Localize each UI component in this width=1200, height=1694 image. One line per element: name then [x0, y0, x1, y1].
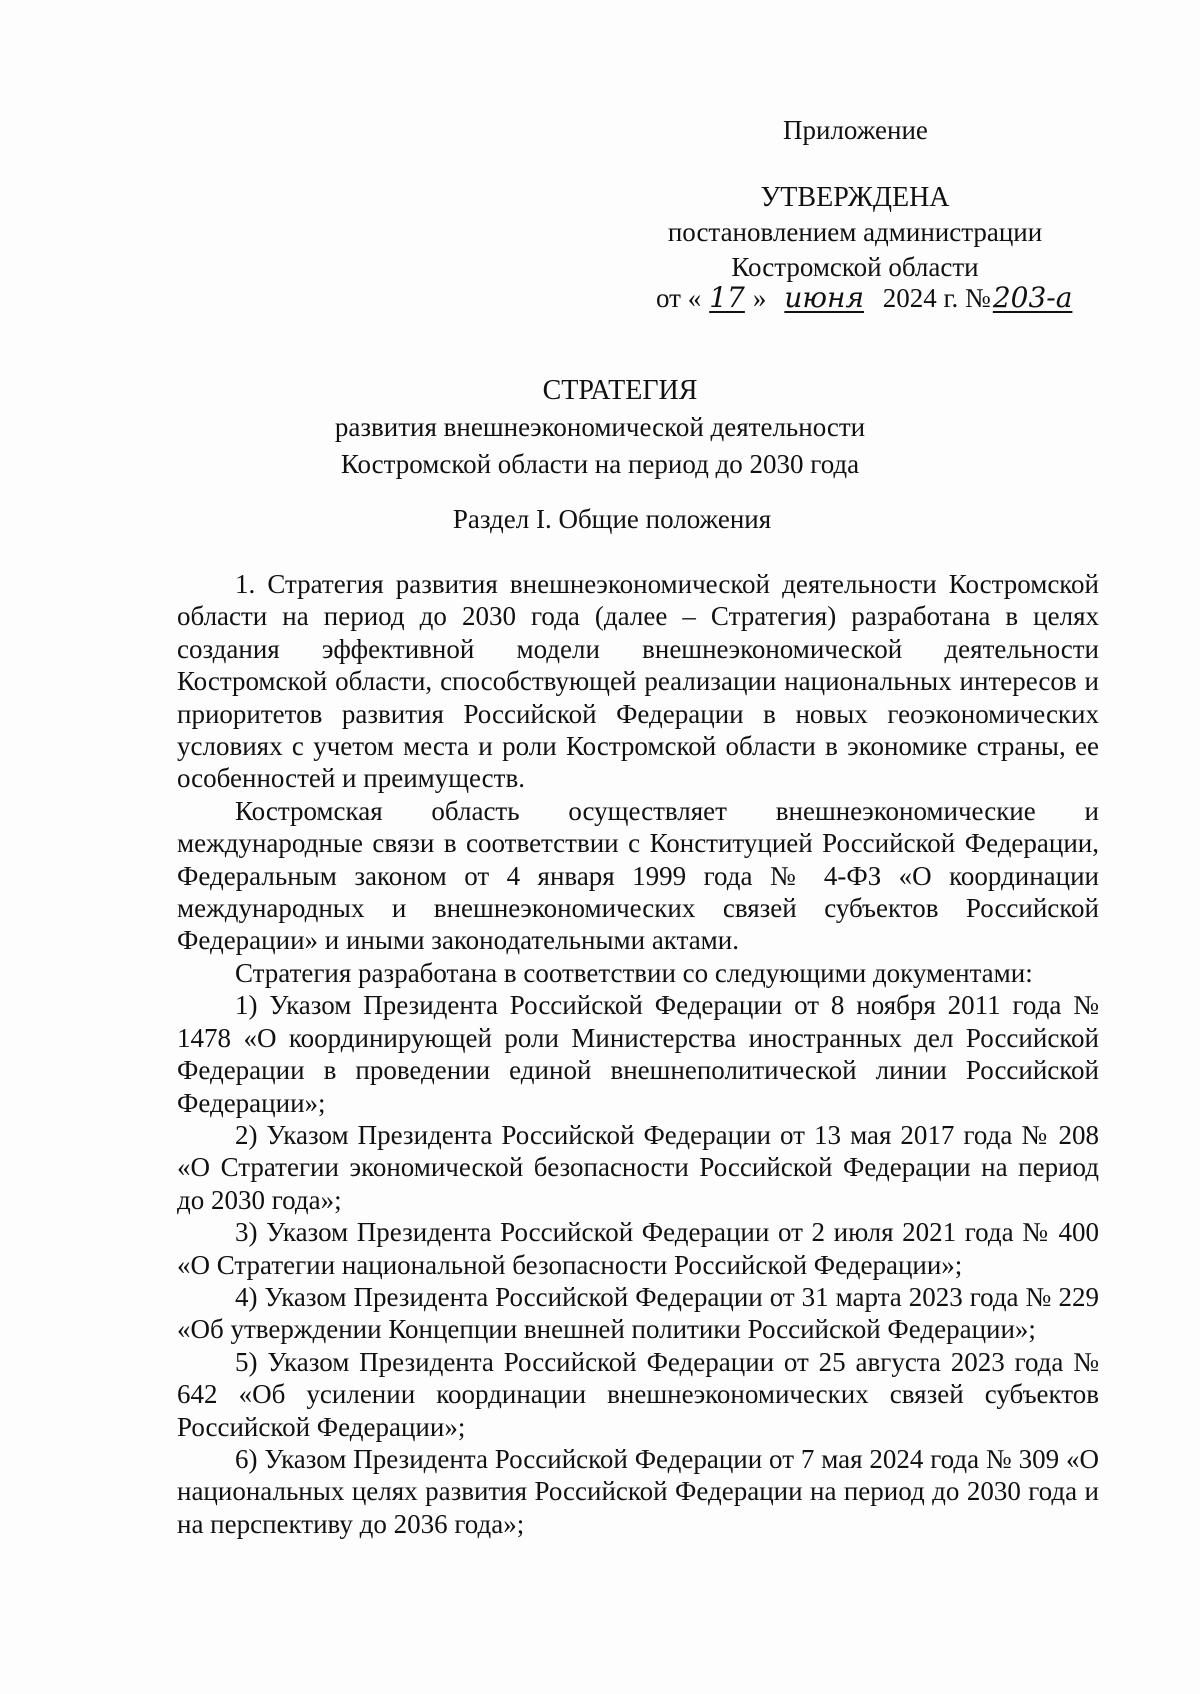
date-prefix: от «	[656, 283, 702, 313]
document-title: СТРАТЕГИЯ	[542, 375, 698, 406]
section-heading: Раздел I. Общие положения	[452, 504, 772, 534]
approved-by-line-2: Костромской области	[731, 252, 979, 282]
approval-block	[640, 180, 1070, 285]
approved-by-line-1: постановлением администрации	[667, 217, 1043, 247]
paragraph: 1. Стратегия развития внешнеэкономической деятельности Костромской области на период до 2030 года (далее – Стратегия) разработана в целях создания эффективной модели внешнеэкономической деятельности Костромской области, способствующей реализации национальных интересов и приоритетов развития Российской Федерации в новых геоэкономических условиях с учетом места и роли Костромской области в экономике страны, ее особенностей и преимуществ.	[177, 569, 1099, 794]
appendix-label: Приложение	[783, 115, 928, 145]
paragraph: Стратегия разработана в соответствии со следующими документами:	[235, 957, 1033, 988]
paragraph: 4) Указом Президента Российской Федерации от 31 марта 2023 года № 229 «Об утверждении Концепции внешней политики Российской Федерации»;	[177, 1281, 1099, 1345]
paragraph: 3) Указом Президента Российской Федерации от 2 июля 2021 года № 400 «О Стратегии национальной безопасности Российской Федерации»;	[177, 1217, 1099, 1280]
handwritten-month: июня	[784, 281, 865, 314]
paragraph: 5) Указом Президента Российской Федерации от 25 августа 2023 года № 642 «Об усилении координации внешнеэкономических связей субъектов Российской Федерации»;	[177, 1346, 1099, 1442]
document-subtitle-2: Костромской области на период до 2030 года	[340, 449, 860, 479]
paragraph: 1) Указом Президента Российской Федерации от 8 ноября 2011 года № 1478 «О координирующей роли Министерства иностранных дел Российской Федерации в проведении единой внешнеполитической линии Российской Федерации»;	[177, 990, 1099, 1118]
paragraph: 6) Указом Президента Российской Федерации от 7 мая 2024 года № 309 «О национальных целях развития Российской Федерации на период до 2030 года и на перспективу до 2036 года»;	[177, 1443, 1099, 1539]
paragraph: 2) Указом Президента Российской Федерации от 13 мая 2017 года № 208 «О Стратегии экономической безопасности Российской Федерации на период до 2030 года»;	[177, 1119, 1099, 1215]
date-year: 2024 г. №	[882, 283, 991, 313]
document-body	[177, 568, 1099, 1540]
handwritten-day: 17	[709, 281, 745, 314]
handwritten-decree-number: 203-а	[992, 281, 1073, 314]
date-mid: »	[752, 283, 767, 313]
paragraph: Костромская область осуществляет внешнеэкономические и международные связи в соответствии с Конституцией Российской Федерации, Федеральным законом от 4 января 1999 года № 4-ФЗ «О координации международных и внешнеэкономических связей субъектов Российской Федерации» и иными законодательными актами.	[177, 795, 1099, 956]
document-title-block	[0, 372, 1200, 483]
decree-date-line	[656, 281, 1072, 314]
approved-heading: УТВЕРЖДЕНА	[760, 182, 950, 213]
document-subtitle-1: развития внешнеэкономической деятельности	[334, 412, 866, 442]
